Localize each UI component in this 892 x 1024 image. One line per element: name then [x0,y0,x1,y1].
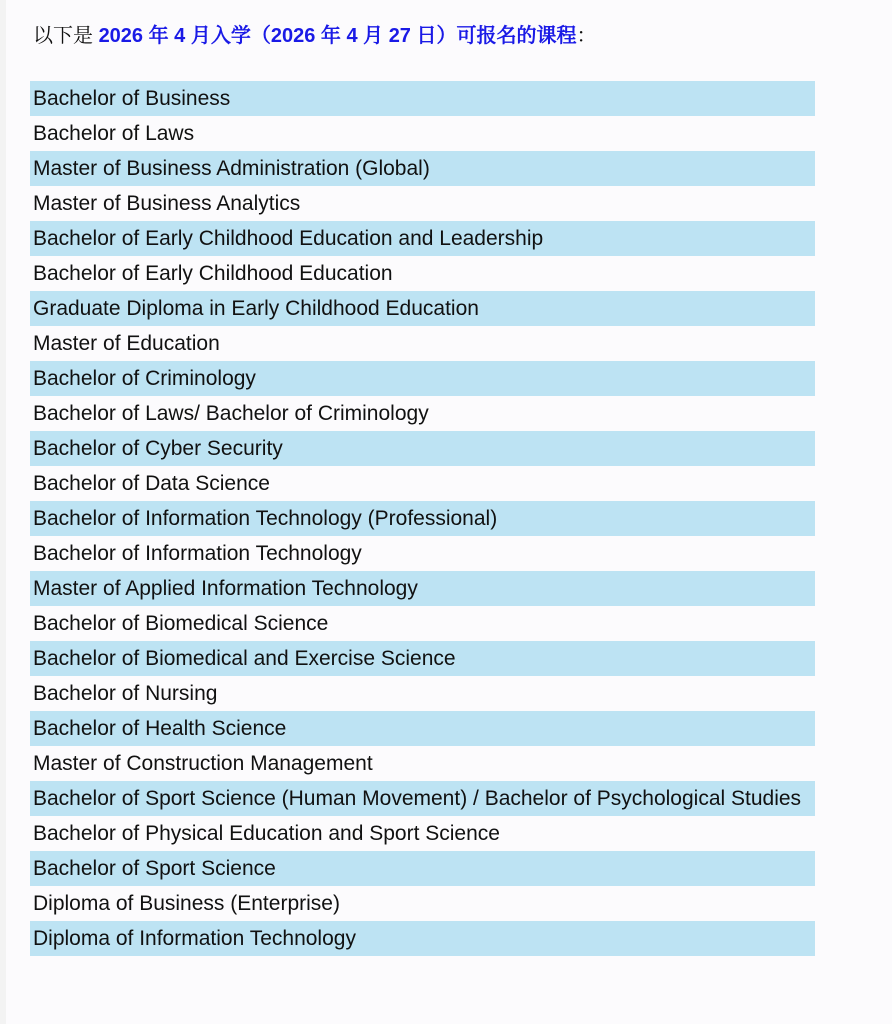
table-row [30,886,815,921]
table-row [30,606,815,641]
course-name: Diploma of Information Technology [30,921,815,956]
course-name: Bachelor of Information Technology [33,542,362,565]
table-row [30,116,815,151]
course-name: Master of Business Administration (Global) [30,151,815,186]
table-row [30,851,815,886]
intro-highlight: 2026 年 4 月入学（2026 年 4 月 27 日）可报名的课程 [98,25,577,47]
course-name: Bachelor of Information Technology (Professional) [30,501,815,536]
course-name: Master of Education [33,332,220,355]
course-name: Bachelor of Business [30,81,815,116]
table-row [30,711,815,746]
course-list [30,81,815,956]
table-row [30,361,815,396]
table-row [30,221,815,256]
intro-line [33,22,597,50]
table-row [30,676,815,711]
course-name: Bachelor of Sport Science [30,851,815,886]
course-name: Graduate Diploma in Early Childhood Education [30,291,815,326]
table-row [30,781,815,816]
table-row [30,431,815,466]
table-row [30,571,815,606]
table-row [30,816,815,851]
course-name: Bachelor of Data Science [33,472,270,495]
table-row [30,921,815,956]
course-table [30,81,815,956]
table-row [30,81,815,116]
table-row [30,186,815,221]
table-row [30,501,815,536]
course-name: Bachelor of Criminology [30,361,815,396]
course-name: Master of Construction Management [33,752,373,775]
table-row [30,536,815,571]
table-row [30,396,815,431]
course-name: Bachelor of Biomedical Science [33,612,329,635]
course-name: Bachelor of Sport Science (Human Movement) / Bachelor of Psychological Studies [30,781,815,816]
course-name: Bachelor of Cyber Security [30,431,815,466]
intro-prefix: 以下是 [33,25,99,47]
course-name: Master of Applied Information Technology [30,571,815,606]
table-row [30,256,815,291]
course-name: Bachelor of Physical Education and Sport Science [33,822,500,845]
table-row [30,151,815,186]
intro-suffix: ： [576,25,597,47]
table-row [30,466,815,501]
course-name: Master of Business Analytics [33,192,301,215]
course-name: Bachelor of Laws/ Bachelor of Criminology [33,402,429,425]
table-row [30,291,815,326]
table-row [30,746,815,781]
course-name: Bachelor of Nursing [33,682,218,705]
course-name: Bachelor of Biomedical and Exercise Science [30,641,815,676]
course-name: Bachelor of Early Childhood Education [33,262,393,285]
course-name: Diploma of Business (Enterprise) [33,892,340,915]
page-content [6,0,892,1024]
table-row [30,326,815,361]
course-name: Bachelor of Early Childhood Education and Leadership [30,221,815,256]
table-row [30,641,815,676]
course-name: Bachelor of Health Science [30,711,815,746]
course-name: Bachelor of Laws [33,122,195,145]
